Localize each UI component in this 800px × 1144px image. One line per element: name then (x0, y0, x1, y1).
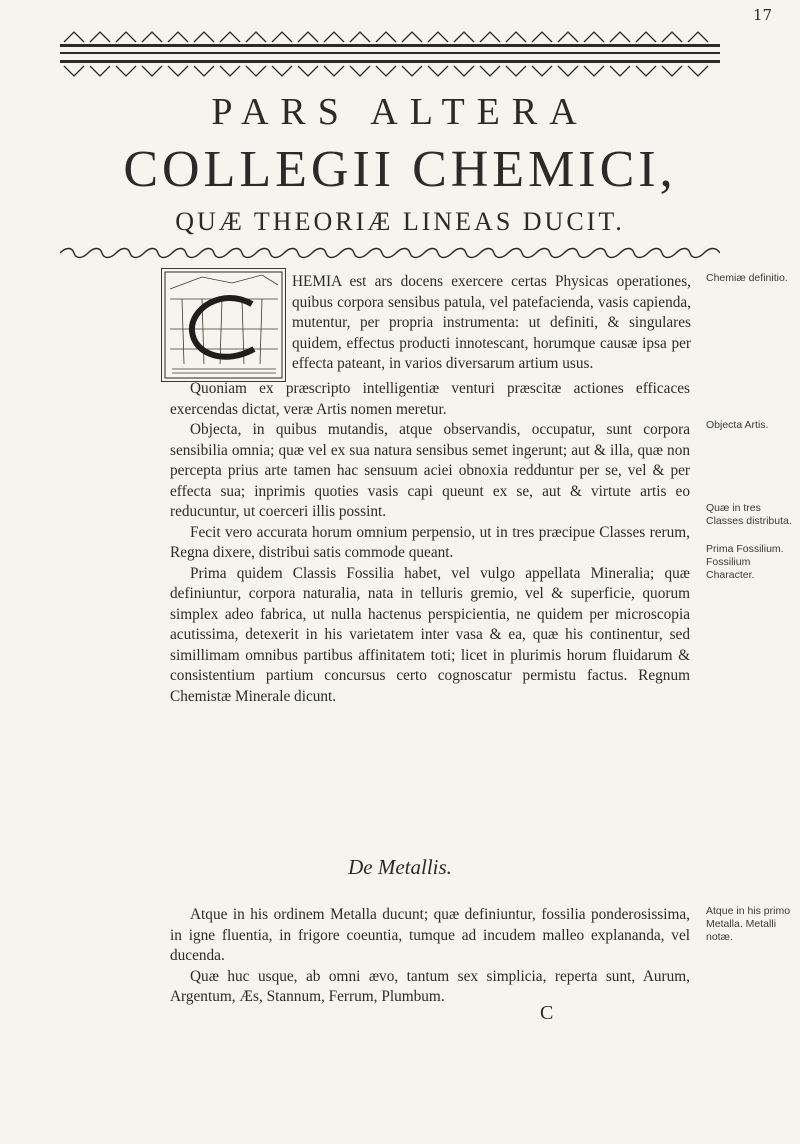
ornament-rule (60, 246, 720, 260)
marginal-note: Objecta Artis. (706, 419, 769, 431)
marginal-note: Atque in his primo Metalla. Metalli notæ. (706, 905, 791, 943)
paragraph-text: HEMIA est ars docens exercere certas Physicas operationes, quibus corpora sensibus patula, vel patefacienda, vasis capienda, mutentur, per propria instrumenta: ut definiti, & singulares quidem, effectus producti innotescant, horumque causæ ipsa per effecta pateant, in varios diversarum artium usus. (292, 273, 691, 372)
paragraph-classes: Fecit vero accurata horum omnium perpensio, ut in tres præcipue Classes rerum, Regna dixere, distribui satis commode queant. (170, 523, 690, 561)
header-ornament (60, 30, 720, 80)
main-text (170, 379, 690, 707)
paragraph-objecta: Objecta, in quibus mutandis, atque observandis, occupatur, sunt corpora sensibilia omnia; quæ vel ex sua natura sensibus semet ingerunt; aut & illa, quæ non percepta prius arte tamen hac sensuum aciei obnoxia redduntur per se, vel & per effecta sua; inprimis quoties vasis capi queunt ex se, aut & virtute artis eo reducuntur, ut coerceri illis possint. (170, 421, 690, 520)
title-pars-altera: PARS ALTERA (211, 91, 589, 133)
paragraph-definition (292, 272, 691, 375)
title-collegii-chemici: COLLEGII CHEMICI, (123, 141, 677, 198)
page-number: 17 (753, 6, 773, 24)
paragraph-quoniam: Quoniam ex præscripto intelligentiæ venturi præscitæ actiones efficaces exercendas dictat, veræ Artis nomen meretur. (170, 380, 690, 418)
marginal-note: Prima Fossilium. Fossilium Character. (706, 543, 784, 581)
title-subtitle: QUÆ THEORIÆ LINEAS DUCIT. (175, 207, 625, 236)
marginal-note: Chemiæ definitio. (706, 272, 788, 284)
marginal-note: Quæ in tres Classes distributa. (706, 502, 792, 527)
paragraph-metalla: Atque in his ordinem Metalla ducunt; quæ definiuntur, fossilia ponderosissima, in igne fluentia, in frigore coeuntia, tumque ad incudem malleo explananda, vel ducenda. (170, 906, 690, 964)
decorated-initial-c (161, 268, 286, 382)
metallis-text (170, 905, 690, 1008)
section-heading: De Metallis. (348, 855, 452, 879)
paragraph-prima-classis: Prima quidem Classis Fossilia habet, vel vulgo appellata Mineralia; quæ definiuntur, corpora naturalia, nata in telluris gremio, vel & superficie, quorum simplex adeo fabrica, ut nulla hactenus perspicientia, ne quidem per microscopia acutissima, detexerit in his varietatem inter vasa & ea, quæ his continentur, sed simillimam omnibus partibus affinitatem toti; licet in plurimis horum fluidarum & consistentium partium concursus certo cognoscatur permistu factus. Regnum Chemistæ Minerale dicunt. (170, 564, 690, 705)
catchword: C (540, 1002, 554, 1024)
paragraph-sex-metalla: Quæ huc usque, ab omni ævo, tantum sex simplicia, reperta sunt, Aurum, Argentum, Æs, Stannum, Ferrum, Plumbum. (170, 967, 690, 1005)
